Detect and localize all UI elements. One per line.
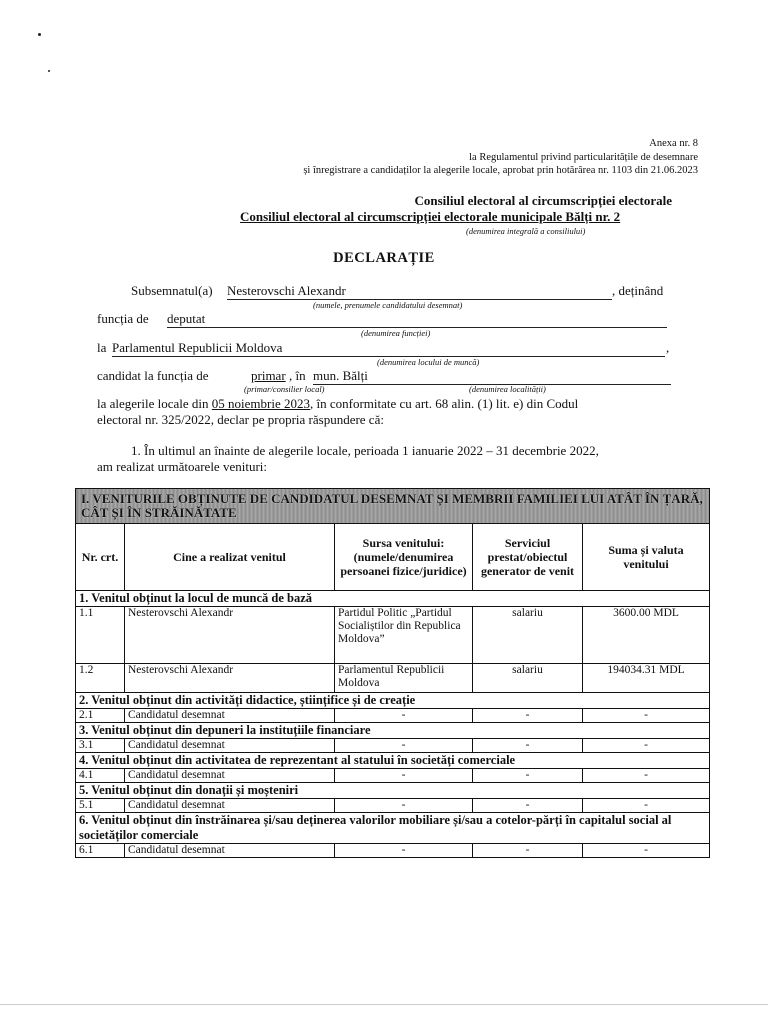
row-source: Parlamentul Republicii Moldova	[335, 664, 473, 693]
document-title: DECLARAȚIE	[333, 250, 435, 266]
row-service: -	[473, 769, 583, 783]
row-service: salariu	[473, 664, 583, 693]
row-source: -	[335, 769, 473, 783]
row-person: Nesterovschi Alexandr	[125, 664, 335, 693]
row-nr: 1.1	[76, 607, 125, 664]
col-sursa: Sursa venitului: (numele/denumirea persoanei fizice/juridice)	[335, 524, 473, 591]
table-row	[76, 739, 710, 753]
row-amount: -	[583, 739, 710, 753]
row-source: -	[335, 739, 473, 753]
row-source: -	[335, 799, 473, 813]
row-person: Candidatul desemnat	[125, 844, 335, 858]
col-suma: Suma și valuta venitului	[583, 524, 710, 591]
row-nr: 6.1	[76, 844, 125, 858]
row-amount: 3600.00 MDL	[583, 607, 710, 664]
row-service: -	[473, 739, 583, 753]
row-amount: 194034.31 MDL	[583, 664, 710, 693]
functia-label: funcția de	[97, 311, 149, 326]
candidate-name-field	[227, 283, 612, 300]
table-row	[76, 844, 710, 858]
candidate-name-value: Nesterovschi Alexandr	[227, 283, 346, 298]
section-6: 6. Venitul obținut din înstrăinarea și/sau deținerea valorilor mobiliare și/sau a cotelor-părți în capitalul social al societăților comerciale	[76, 813, 710, 844]
localitate-field	[313, 368, 671, 385]
annex-regulation: la Regulamentul privind particularitățile de desemnare	[469, 151, 698, 163]
candidat-function-value: primar	[251, 368, 286, 383]
col-nr: Nr. crt.	[76, 524, 125, 591]
row-nr: 3.1	[76, 739, 125, 753]
table-row	[76, 607, 710, 664]
functia-field	[167, 311, 667, 328]
loc-munca-hint: (denumirea locului de muncă)	[377, 357, 480, 367]
la-label: la	[97, 340, 107, 355]
row-source: -	[335, 709, 473, 723]
functia-value: deputat	[167, 311, 206, 326]
table-header-row	[76, 524, 710, 591]
localitate-value: mun. Bălți	[313, 368, 368, 383]
scan-edge-line	[0, 1004, 768, 1005]
subsemnatul-label: Subsemnatul(a)	[131, 283, 213, 298]
functia-hint: (denumirea funcției)	[361, 328, 431, 338]
row-service: salariu	[473, 607, 583, 664]
section-3: 3. Venitul obținut din depuneri la instituțiile financiare	[76, 723, 710, 739]
scan-speck	[38, 33, 41, 36]
alegeri-suffix: , în conformitate cu art. 68 alin. (1) lit. e) din Codul	[310, 396, 579, 411]
scan-speck	[48, 70, 50, 72]
candidat-label: candidat la funcția de	[97, 368, 209, 383]
row-person: Candidatul desemnat	[125, 739, 335, 753]
alegeri-line	[97, 396, 578, 412]
detinand-label: , deținând	[612, 283, 664, 298]
income-table	[75, 488, 710, 858]
col-cine: Cine a realizat venitul	[125, 524, 335, 591]
row-service: -	[473, 799, 583, 813]
row-source: -	[335, 844, 473, 858]
loc-munca-comma: ,	[666, 340, 670, 355]
in-label: , în	[289, 368, 306, 383]
row-person: Candidatul desemnat	[125, 709, 335, 723]
council-name-hint: (denumirea integrală a consiliului)	[466, 226, 586, 236]
section-5: 5. Venitul obținut din donații și moșteniri	[76, 783, 710, 799]
col-serviciu: Serviciul prestat/obiectul generator de venit	[473, 524, 583, 591]
localitate-hint: (denumirea localității)	[469, 384, 546, 394]
annex-approval: și înregistrare a candidaților la alegerile locale, aprobat prin hotărârea nr. 1103 din 21.06.2023	[303, 165, 698, 176]
candidate-name-hint: (numele, prenumele candidatului desemnat)	[313, 300, 463, 310]
alegeri-prefix: la alegerile locale din	[97, 396, 209, 411]
row-person: Nesterovschi Alexandr	[125, 607, 335, 664]
row-amount: -	[583, 709, 710, 723]
row-person: Candidatul desemnat	[125, 799, 335, 813]
income-table-wrapper	[75, 488, 709, 858]
alegeri-line2: electoral nr. 325/2022, declar pe propria răspundere că:	[97, 412, 384, 427]
section-1: 1. Venitul obținut la locul de muncă de bază	[76, 591, 710, 607]
annex-number: Anexa nr. 8	[649, 138, 698, 149]
point1-line2: am realizat următoarele venituri:	[97, 459, 267, 474]
table-row	[76, 769, 710, 783]
annex-header	[303, 137, 698, 178]
table-row	[76, 664, 710, 693]
table-row	[76, 799, 710, 813]
loc-munca-field	[112, 340, 665, 357]
section-4: 4. Venitul obținut din activitatea de reprezentant al statului în societăți comerciale	[76, 753, 710, 769]
row-source: Partidul Politic „Partidul Socialiștilor din Republica Moldova”	[335, 607, 473, 664]
point1-line1: 1. În ultimul an înainte de alegerile locale, perioada 1 ianuarie 2022 – 31 decembrie 2022,	[131, 443, 599, 458]
candidat-hint: (primar/consilier local)	[244, 384, 325, 394]
row-amount: -	[583, 769, 710, 783]
row-nr: 4.1	[76, 769, 125, 783]
table-row	[76, 709, 710, 723]
council-heading: Consiliul electoral al circumscripției electorale	[414, 193, 672, 208]
row-nr: 1.2	[76, 664, 125, 693]
row-nr: 5.1	[76, 799, 125, 813]
row-service: -	[473, 844, 583, 858]
row-amount: -	[583, 844, 710, 858]
row-amount: -	[583, 799, 710, 813]
row-person: Candidatul desemnat	[125, 769, 335, 783]
loc-munca-value: Parlamentul Republicii Moldova	[112, 340, 283, 355]
row-nr: 2.1	[76, 709, 125, 723]
section-2: 2. Venitul obținut din activități didactice, științifice și de creație	[76, 693, 710, 709]
table-banner: I. VENITURILE OBȚINUTE DE CANDIDATUL DESEMNAT ȘI MEMBRII FAMILIEI LUI ATÂT ÎN ȚARĂ, CÂT ȘI ÎN STRĂINĂTATE	[76, 489, 710, 524]
alegeri-date: 05 noiembrie 2023	[211, 396, 310, 411]
council-name: Consiliul electoral al circumscripției electorale municipale Bălți nr. 2	[240, 209, 621, 224]
row-service: -	[473, 709, 583, 723]
